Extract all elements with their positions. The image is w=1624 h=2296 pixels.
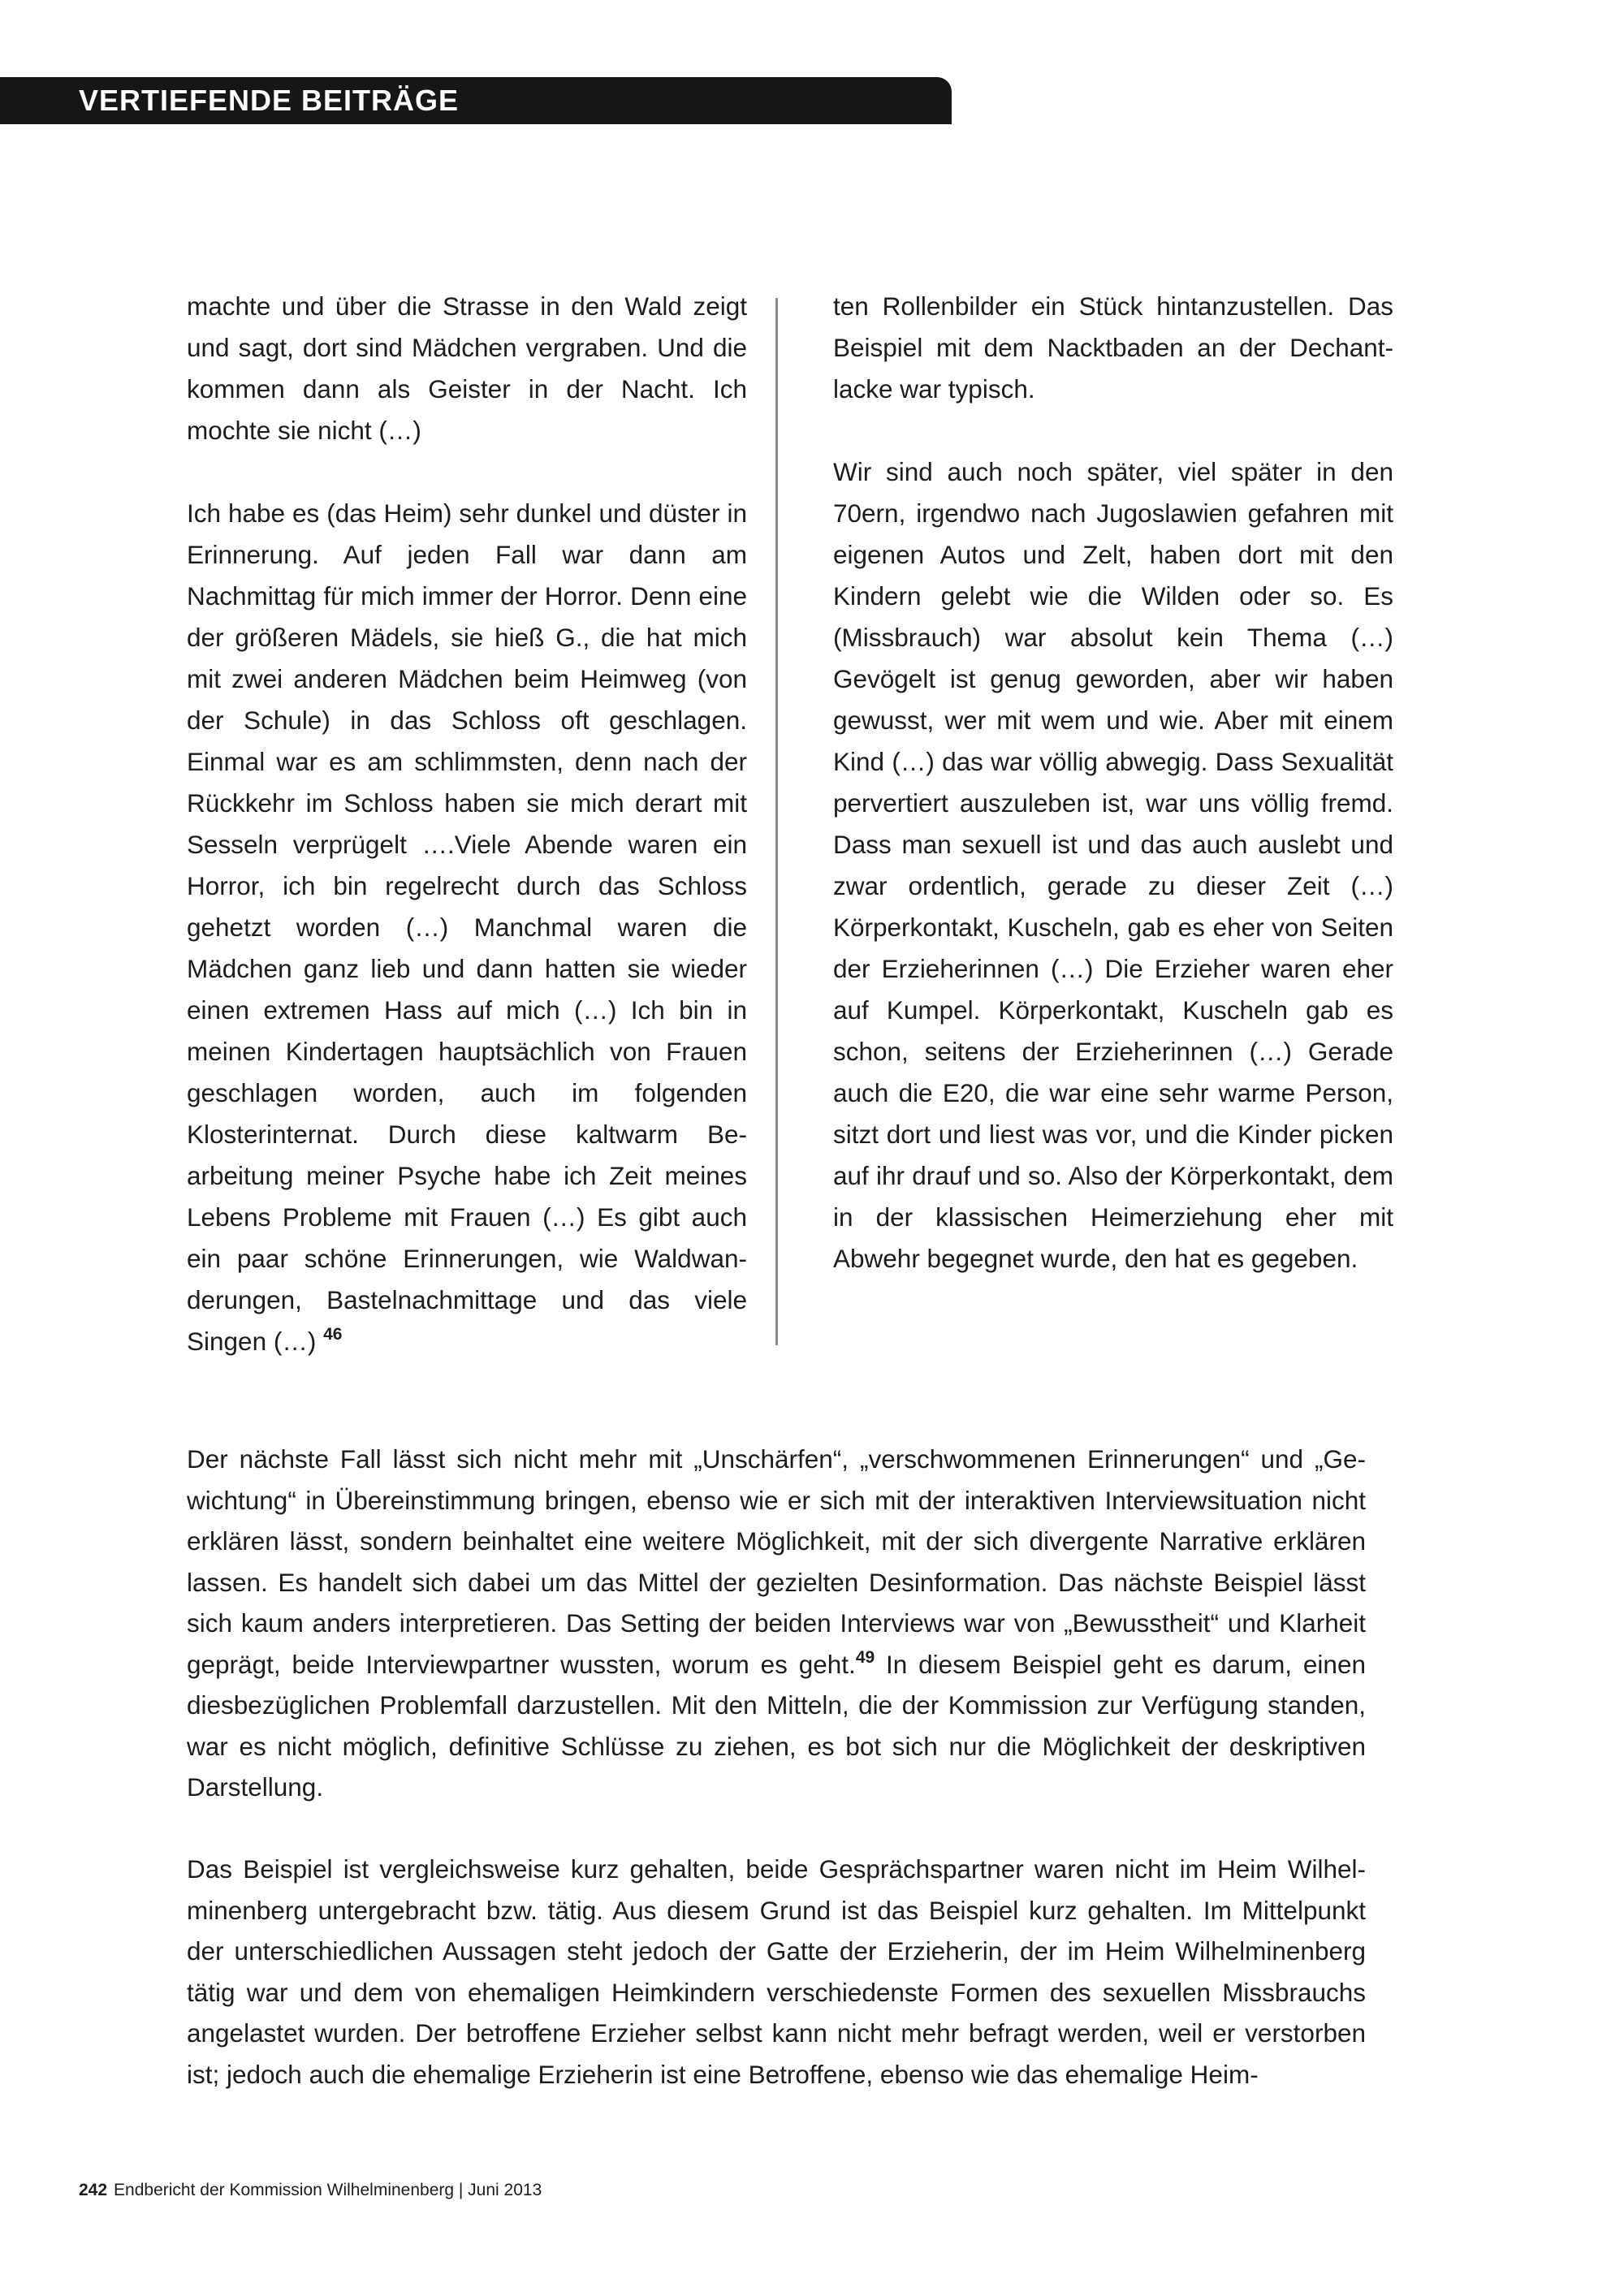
quote-paragraph: ten Rollenbilder ein Stück hintanzustellen. Das Beispiel mit dem Nacktbaden an der Dechantlacke war typisch. <box>833 291 1393 404</box>
body-paragraph-text: In diesem Beispiel geht es darum, einen diesbezüglichen Problemfall darzustellen. Mit den Mitteln, die der Kommission zur Verfügung standen, war es nicht möglich, definitive Schlüsse zu ziehen, es bot sich nur die Möglichkeit der deskriptiven Darstellung. <box>187 1649 1366 1802</box>
quote-paragraph-text: Ich habe es (das Heim) sehr dunkel und düster in Erinnerung. Auf jeden Fall war dann am Nachmittag für mich immer der Horror. Denn eine der größeren Mädels, sie hieß G., die hat mich mit zwei anderen Mädchen beim Heimweg (von der Schule) in das Schloss oft geschlagen. Einmal war es am schlimmsten, denn nach der Rückkehr im Schloss haben sie mich derart mit Sesseln verprügelt ….Viele Abende waren ein Horror, ich bin regelrecht durch das Schloss gehetzt worden (…) Manchmal waren die Mädchen ganz lieb und dann hatten sie wieder einen extremen Hass auf mich (…) Ich bin in meinen Kindertagen hauptsächlich von Frauen geschlagen worden, auch im folgenden Klosterinternat. Durch diese kaltwarm Bearbeitung meiner Psyche habe ich Zeit meines Lebens Probleme mit Frauen (…) Es gibt auch ein paar schöne Erinnerungen, wie Waldwanderungen, Bastelnachmittage und das viele Singen (…) <box>187 498 747 1356</box>
body-paragraph: Das Beispiel ist vergleichsweise kurz gehalten, beide Gesprächspartner waren nicht im Heim Wilhelminenberg untergebracht bzw. tätig. Aus diesem Grund ist das Beispiel kurz gehalten. Im Mittelpunkt der unterschiedlichen Aussagen steht jedoch der Gatte der Erzieherin, der im Heim Wilhelminenberg tätig war und dem von ehemaligen Heimkindern verschiedenste Formen des sexuellen Missbrauchs angelastet wurden. Der betroffene Erzieher selbst kann nicht mehr befragt werden, weil er verstorben ist; jedoch auch die ehemalige Erzieherin ist eine Betroffene, ebenso wie das ehemalige Heim- <box>187 1854 1366 2089</box>
interview-quote-left-column <box>187 286 747 1362</box>
section-title: VERTIEFENDE BEITRÄGE <box>79 84 460 117</box>
column-divider <box>775 298 778 1345</box>
page-footer <box>79 2178 542 2203</box>
body-text <box>187 1439 1366 2095</box>
quote-paragraph: machte und über die Strasse in den Wald zeigt und sagt, dort sind Mädchen vergraben. Und die kommen dann als Geister in der Nacht. Ich mochte sie nicht (…) <box>187 291 747 445</box>
body-paragraph <box>187 1439 1366 1808</box>
quote-paragraph: Wir sind auch noch später, viel später in den 70ern, irgendwo nach Jugoslawien gefahren mit eigenen Autos und Zelt, haben dort mit den Kindern gelebt wie die Wilden oder so. Es (Missbrauch) war absolut kein Thema (…) Gevögelt ist genug geworden, aber wir haben gewusst, wer mit wem und wie. Aber mit einem Kind (…) das war völlig abwegig. Dass Sexualität pervertiert auszuleben ist, war uns völlig fremd. Dass man sexuell ist und das auch auslebt und zwar ordentlich, gerade zu dieser Zeit (…) Körperkontakt, Kuscheln, gab es eher von Seiten der Erzieherinnen (…) Die Erzieher waren eher auf Kumpel. Körperkontakt, Kuscheln gab es schon, seitens der Erzieherinnen (…) Gerade auch die E20, die war eine sehr warme Person, sitzt dort und liest was vor, und die Kinder picken auf ihr drauf und so. Also der Körperkontakt, dem in der klassischen Heimerziehung eher mit Abwehr begegnet wurde, den hat es gegeben. <box>833 457 1393 1273</box>
page-number: 242 <box>79 2181 108 2199</box>
footnote-reference[interactable]: 49 <box>855 1647 875 1667</box>
footer-text: Endbericht der Kommission Wilhelminenberg | Juni 2013 <box>114 2181 542 2199</box>
body-paragraph-text: Der nächste Fall lässt sich nicht mehr mit „Unschärfen“, „verschwommenen Erinnerungen“ und „Gewichtung“ in Übereinstimmung bringen, ebenso wie er sich mit der interaktiven Interviewsituation nicht erklären lässt, sondern beinhaltet eine weitere Möglichkeit, mit der sich divergente Narrative erklären lassen. Es handelt sich dabei um das Mittel der gezielten Desinformation. Das nächste Beispiel lässt sich kaum anders interpretieren. Das Setting der beiden Interviews war von „Bewusstheit“ und Klarheit geprägt, beide Interviewpartner wussten, worum es geht. <box>187 1444 1366 1679</box>
footnote-reference[interactable]: 46 <box>323 1325 343 1344</box>
interview-quote-right-column <box>833 286 1393 1280</box>
quote-paragraph <box>187 493 747 1362</box>
section-header-bar <box>0 77 952 124</box>
